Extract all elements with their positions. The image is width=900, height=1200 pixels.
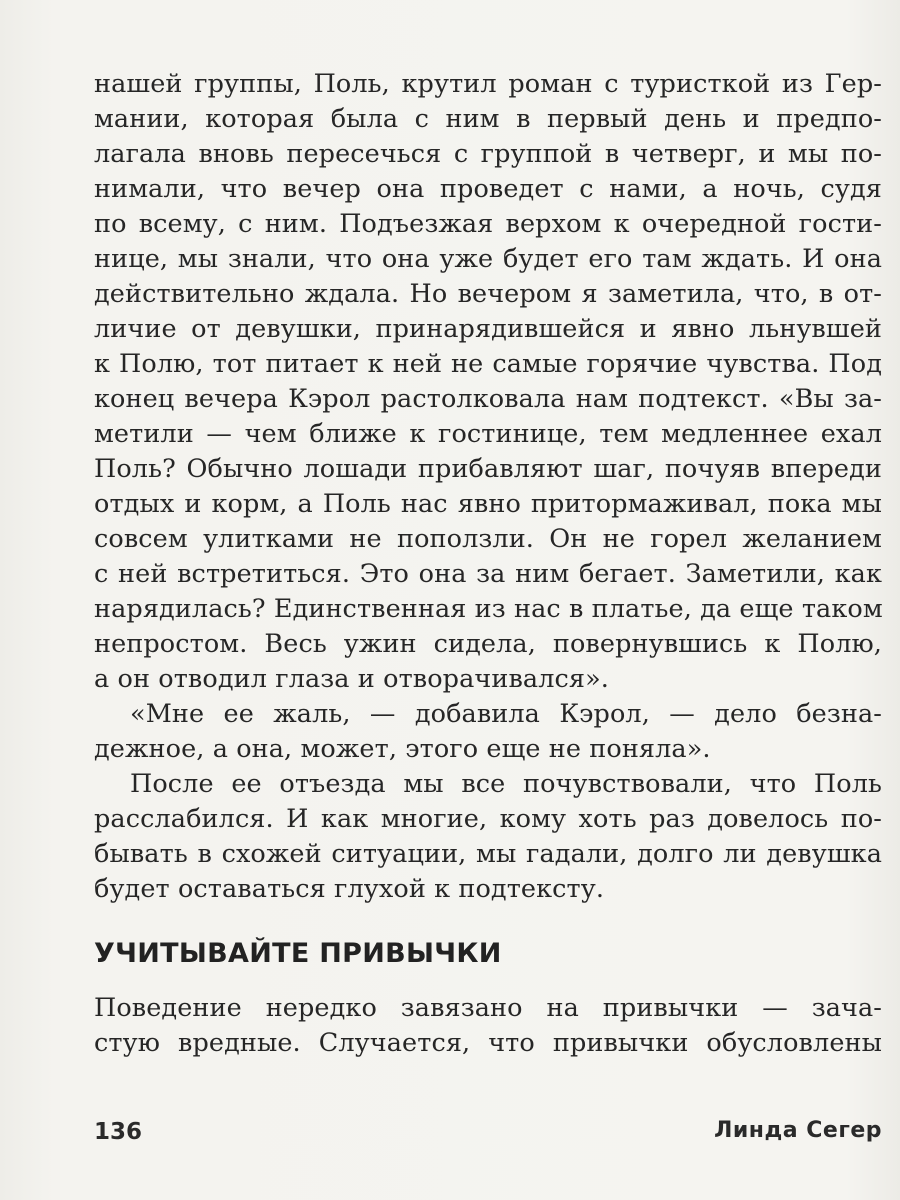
text-line: личие от девушки, принарядившейся и явно льнувшей bbox=[94, 314, 882, 344]
text-line: дежное, а она, может, этого еще не поняла». bbox=[94, 734, 711, 764]
text-line: стую вредные. Случается, что привычки обусловлены bbox=[94, 1028, 882, 1058]
text-line: мании, которая была с ним в первый день и предпо- bbox=[94, 104, 882, 134]
text-line: нимали, что вечер она проведет с нами, а ночь, судя bbox=[94, 174, 882, 204]
text-line: нарядилась? Единственная из нас в платье, да еще таком bbox=[94, 594, 883, 624]
text-line: расслабился. И как многие, кому хоть раз довелось по- bbox=[94, 804, 882, 834]
text-line: метили — чем ближе к гостинице, тем медленнее ехал bbox=[94, 419, 882, 449]
text-line: а он отводил глаза и отворачивался». bbox=[94, 664, 609, 694]
page-number: 136 bbox=[94, 1119, 143, 1145]
text-line: «Мне ее жаль, — добавила Кэрол, — дело безна- bbox=[130, 699, 882, 729]
text-line: Поль? Обычно лошади прибавляют шаг, почуяв впереди bbox=[94, 454, 882, 484]
running-footer-author: Линда Сегер bbox=[714, 1118, 882, 1143]
text-line: действительно ждала. Но вечером я заметила, что, в от- bbox=[94, 279, 882, 309]
text-line: бывать в схожей ситуации, мы гадали, долго ли девушка bbox=[94, 839, 882, 869]
text-line: После ее отъезда мы все почувствовали, что Поль bbox=[130, 769, 882, 799]
text-line: непростом. Весь ужин сидела, повернувшись к Полю, bbox=[94, 629, 882, 659]
text-line: к Полю, тот питает к ней не самые горячие чувства. Под bbox=[94, 349, 882, 379]
text-line: отдых и корм, а Поль нас явно притормаживал, пока мы bbox=[94, 489, 882, 519]
text-line: лагала вновь пересечься с группой в четверг, и мы по- bbox=[94, 139, 882, 169]
text-line: по всему, с ним. Подъезжая верхом к очередной гости- bbox=[94, 209, 882, 239]
section-heading: УЧИТЫВАЙТЕ ПРИВЫЧКИ bbox=[94, 938, 502, 969]
text-line: нице, мы знали, что она уже будет его там ждать. И она bbox=[94, 244, 882, 274]
text-line: Поведение нередко завязано на привычки — зача- bbox=[94, 993, 882, 1023]
text-line: с ней встретиться. Это она за ним бегает. Заметили, как bbox=[94, 559, 882, 589]
text-line: нашей группы, Поль, крутил роман с туристкой из Гер- bbox=[94, 69, 882, 99]
text-line: конец вечера Кэрол растолковала нам подтекст. «Вы за- bbox=[94, 384, 882, 414]
text-line: совсем улитками не поползли. Он не горел желанием bbox=[94, 524, 882, 554]
text-line: будет оставаться глухой к подтексту. bbox=[94, 874, 605, 904]
